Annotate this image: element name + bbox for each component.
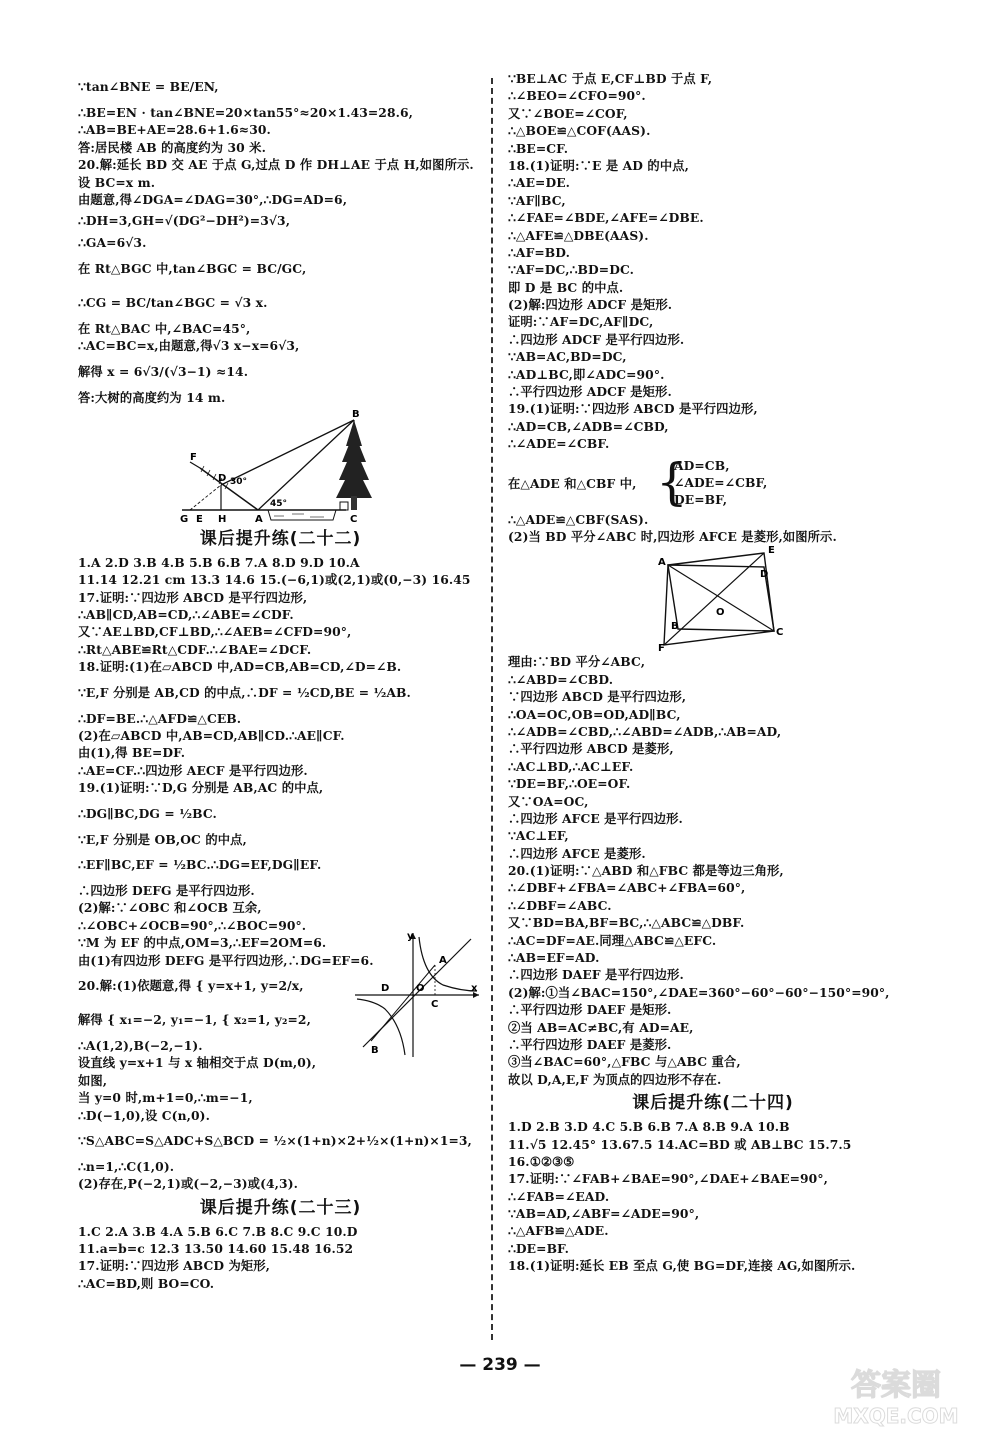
fig3-label: C xyxy=(776,627,784,639)
fig3-label: F xyxy=(658,643,665,654)
text-line: 18.(1)证明:延长 EB 至点 G,使 BG=DF,连接 AG,如图所示. xyxy=(508,1258,856,1274)
text-line: 11.√5 12.45° 13.67.5 14.AC=BD 或 AB⊥BC 15.7.5 xyxy=(508,1136,852,1152)
text-line: ∴平行四边形 DAEF 是矩形. xyxy=(508,1002,672,1018)
column-divider xyxy=(491,78,493,1340)
text-line: 理由:∵BD 平分∠ABC, xyxy=(508,654,646,670)
text-line: ③当∠BAC=60°,△FBC 与△ABC 重合, xyxy=(508,1054,741,1070)
text-line: 由(1)有四边形 DEFG 是平行四边形,∴DG=EF=6. xyxy=(78,952,374,968)
fig3-label: A xyxy=(658,557,666,569)
text-line: ∴四边形 DAEF 是平行四边形. xyxy=(508,967,684,983)
text-line: ∴AC=DF=AE.同理△ABC≌△EFC. xyxy=(508,932,717,948)
text-line: (2)解:∵∠OBC 和∠OCB 互余, xyxy=(78,900,262,916)
text-line: ∵AB=AC,BD=DC, xyxy=(508,349,627,365)
text-line: ∴∠ABD=∠CBD. xyxy=(508,671,614,687)
text-line: ∴Rt△ABE≌Rt△CDF.∴∠BAE=∠DCF. xyxy=(78,641,312,657)
fig2-label: C xyxy=(431,998,439,1010)
text-line: ∵AC⊥EF, xyxy=(508,828,569,844)
text-line: ②当 AB=AC≠BC,有 AD=AE, xyxy=(508,1019,694,1035)
rhombus-figure xyxy=(508,545,918,653)
watermark-logo xyxy=(806,1359,986,1429)
tree-diagram xyxy=(78,406,483,524)
fig1-label: C xyxy=(350,513,358,524)
text-line: 答:居民楼 AB 的高度约为 30 米. xyxy=(78,139,266,155)
text-line: ∴GA=6√3. xyxy=(78,235,147,251)
text-line: 又∵OA=OC, xyxy=(508,793,589,809)
section-title: 课后提升练(二十四) xyxy=(632,1093,794,1114)
fig1-label: H xyxy=(218,513,227,524)
text-line: 在 Rt△BAC 中,∠BAC=45°, xyxy=(78,320,251,336)
text-line: ∴△ADE≌△CBF(SAS). xyxy=(508,511,649,527)
text-line: ∴AB=EF=AD. xyxy=(508,950,600,966)
text-line: ∵AB=AD,∠ABF=∠ADE=90°, xyxy=(508,1206,700,1222)
text-line: ∴DF=BE.∴△AFD≌△CEB. xyxy=(78,710,242,726)
text-line: ∴EF∥BC,EF = ½BC.∴DG=EF,DG∥EF. xyxy=(78,856,322,872)
text-line: 又∵∠BOE=∠COF, xyxy=(508,105,628,121)
text-line: 20.解:延长 BD 交 AE 于点 G,过点 D 作 DH⊥AE 于点 H,如图所示. xyxy=(78,157,474,173)
text-line: 20.(1)证明:∵△ABD 和△FBC 都是等边三角形, xyxy=(508,863,784,879)
rhombus-diagram xyxy=(508,545,918,653)
text-line: ∴四边形 DEFG 是平行四边形. xyxy=(78,882,255,898)
section-title: 课后提升练(二十二) xyxy=(199,528,362,549)
function-graph xyxy=(353,929,483,1059)
text-line: 故以 D,A,E,F 为顶点的四边形不存在. xyxy=(508,1071,722,1087)
text-line: 答:大树的高度约为 14 m. xyxy=(78,389,226,405)
text-line: ∴AB=BE+AE=28.6+1.6≈30. xyxy=(78,122,271,138)
text-line: 又∵BD=BA,BF=BC,∴△ABC≌△DBF. xyxy=(508,915,745,931)
text-line: 1.C 2.A 3.B 4.A 5.B 6.C 7.B 8.C 9.C 10.D xyxy=(78,1223,358,1239)
text-line: ∴OA=OC,OB=OD,AD∥BC, xyxy=(508,706,681,722)
text-line: ∴∠ADE=∠CBF. xyxy=(508,436,610,452)
text-line: 17.证明:∵∠FAB+∠BAE=90°,∠DAE+∠BAE=90°, xyxy=(508,1171,828,1187)
brace-block xyxy=(508,452,918,511)
fig1-label: E xyxy=(196,513,203,524)
text-line: ∴△AFB≌△ADE. xyxy=(508,1223,609,1239)
brace-line: DE=BF, xyxy=(674,492,728,508)
text-line: ∵四边形 ABCD 是平行四边形, xyxy=(508,689,687,705)
fig3-label: E xyxy=(768,545,775,557)
fig3-label: B xyxy=(671,621,679,633)
text-line: 19.(1)证明:∵D,G 分别是 AB,AC 的中点, xyxy=(78,780,324,796)
text-line: ∴四边形 AFCE 是菱形. xyxy=(508,845,646,861)
text-line: 设 BC=x m. xyxy=(78,174,156,190)
text-line: ∵DE=BF,∴OE=OF. xyxy=(508,776,631,792)
text-line: ∴∠DBF+∠FBA=∠ABC+∠FBA=60°, xyxy=(508,880,746,896)
text-line: ∴n=1,∴C(1,0). xyxy=(78,1158,175,1174)
text-line: ∴△BOE≌△COF(AAS). xyxy=(508,123,651,139)
text-line: ∵AF∥BC, xyxy=(508,192,566,208)
text-line: 17.证明:∵四边形 ABCD 为矩形, xyxy=(78,1258,271,1274)
text-line: 19.(1)证明:∵四边形 ABCD 是平行四边形, xyxy=(508,401,758,417)
text-line: 1.A 2.D 3.B 4.B 5.B 6.B 7.A 8.D 9.D 10.A xyxy=(78,554,360,570)
text-line: 18.(1)证明:∵E 是 AD 的中点, xyxy=(508,157,690,173)
text-line: ∴AE=CF.∴四边形 AECF 是平行四边形. xyxy=(78,762,308,778)
text-line: ∴D(−1,0),设 C(n,0). xyxy=(78,1107,210,1123)
text-line: ∵M 为 EF 的中点,OM=3,∴EF=2OM=6. xyxy=(78,935,327,951)
fig1-label: D xyxy=(218,472,227,484)
text-line: 由(1),得 BE=DF. xyxy=(78,745,186,761)
text-line: ∵tan∠BNE = BE/EN, xyxy=(78,79,219,94)
fig1-label: F xyxy=(190,451,197,463)
fig1-label: 30° xyxy=(230,476,248,487)
text-line: ∴AF=BD. xyxy=(508,244,570,260)
fig1-label: 45° xyxy=(270,498,288,509)
text-line: ∴∠FAB=∠EAD. xyxy=(508,1188,610,1204)
brace-line: AD=CB, xyxy=(674,457,730,473)
watermark-text: 答案圈 xyxy=(851,1368,941,1403)
text-line: 解得 x = 6√3/(√3−1) ≈14. xyxy=(78,363,249,379)
text-line: 解得 { x₁=−2, y₁=−1, { x₂=1, y₂=2, xyxy=(78,1011,311,1027)
brace-lead: 在△ADE 和△CBF 中, xyxy=(508,475,637,491)
fig2-label: A xyxy=(439,954,447,966)
fig1-label: A xyxy=(255,513,263,524)
brace-line: ∠ADE=∠CBF, xyxy=(674,474,768,490)
text-line: ∴四边形 AFCE 是平行四边形. xyxy=(508,810,683,826)
text-line: ∴AB∥CD,AB=CD,∴∠ABE=∠CDF. xyxy=(78,607,294,623)
page-number: — 239 — xyxy=(459,1355,541,1375)
text-line: ∴△AFE≌△DBE(AAS). xyxy=(508,227,649,243)
text-line: ∴AE=DE. xyxy=(508,175,571,191)
text-line: ∴∠ADB=∠CBD,∴∠ABD=∠ADB,∴AB=AD, xyxy=(508,723,782,739)
text-line: ∴平行四边形 DAEF 是菱形. xyxy=(508,1036,672,1052)
text-line: ∴平行四边形 ADCF 是矩形. xyxy=(508,384,672,400)
text-line: ∴BE=CF. xyxy=(508,140,569,156)
fig2-label: D xyxy=(381,982,390,994)
text-line: 证明:∵AF=DC,AF∥DC, xyxy=(508,314,654,330)
fig3-label: D xyxy=(760,569,769,581)
fig2-label: y xyxy=(407,930,414,942)
text-line: ∴∠OBC+∠OCB=90°,∴∠BOC=90°. xyxy=(78,917,307,933)
brace-icon: { xyxy=(656,452,688,511)
text-line: 18.证明:(1)在▱ABCD 中,AD=CB,AB=CD,∠D=∠B. xyxy=(78,659,402,675)
text-line: ∴CG = BC/tan∠BGC = √3 x. xyxy=(78,294,268,310)
text-line: ∴DE=BF. xyxy=(508,1240,570,1256)
text-line: ∵E,F 分别是 OB,OC 的中点, xyxy=(78,831,247,847)
text-line: (2)解:①当∠BAC=150°,∠DAE=360°−60°−60°−150°=90°, xyxy=(508,984,890,1000)
right-column xyxy=(508,70,918,1275)
fig1-label: G xyxy=(180,513,189,524)
text-line: ∴AC=BC=x,由题意,得√3 x−x=6√3, xyxy=(78,338,300,354)
text-line: 11.a=b=c 12.3 13.50 14.60 15.48 16.52 xyxy=(78,1241,354,1257)
text-line: ∵BE⊥AC 于点 E,CF⊥BD 于点 F, xyxy=(508,71,713,86)
text-line: 11.14 12.21 cm 13.3 14.6 15.(−6,1)或(2,1)或(0,−3) 16.45 xyxy=(78,572,471,588)
text-line: 如图, xyxy=(78,1072,108,1088)
text-line: ∵AF=DC,∴BD=DC. xyxy=(508,262,635,278)
text-line: 16.①②③⑤ xyxy=(508,1153,575,1169)
text-line: 在 Rt△BGC 中,tan∠BGC = BC/GC, xyxy=(78,260,307,276)
text-line: ∴四边形 ADCF 是平行四边形. xyxy=(508,331,685,347)
text-line: 由题意,得∠DGA=∠DAG=30°,∴DG=AD=6, xyxy=(78,191,348,207)
tree-figure xyxy=(78,406,483,524)
fig2-label: B xyxy=(371,1044,379,1056)
text-line: 设直线 y=x+1 与 x 轴相交于点 D(m,0), xyxy=(78,1055,317,1071)
text-line: ∴AC=BD,则 BO=CO. xyxy=(78,1275,215,1291)
text-line: ∵E,F 分别是 AB,CD 的中点,∴DF = ½CD,BE = ½AB. xyxy=(78,684,411,700)
text-line: 当 y=0 时,m+1=0,∴m=−1, xyxy=(78,1090,253,1106)
text-line: 17.证明:∵四边形 ABCD 是平行四边形, xyxy=(78,589,308,605)
text-line: 20.解:(1)依题意,得 { y=x+1, y=2/x, xyxy=(78,977,304,993)
text-line: (2)在▱ABCD 中,AB=CD,AB∥CD.∴AE∥CF. xyxy=(78,728,345,744)
text-line: ∴BE=EN · tan∠BNE=20×tan55°≈20×1.43=28.6, xyxy=(78,105,414,120)
text-line: (2)解:四边形 ADCF 是矩形. xyxy=(508,297,673,313)
fig3-label: O xyxy=(716,607,725,619)
text-line: ∵S△ABC=S△ADC+S△BCD = ½×(1+n)×2+½×(1+n)×1=3, xyxy=(78,1132,472,1148)
fig2-label: x xyxy=(471,982,478,994)
watermark-url: MXQE.COM xyxy=(833,1404,959,1428)
text-line: ∴∠FAE=∠BDE,∠AFE=∠DBE. xyxy=(508,210,704,226)
text-line: ∴AC⊥BD,∴AC⊥EF. xyxy=(508,758,634,774)
text-line: ∴∠DBF=∠ABC. xyxy=(508,897,612,913)
fig2-label: O xyxy=(416,982,425,994)
text-line: 即 D 是 BC 的中点. xyxy=(508,279,624,295)
text-line: ∴AD⊥BC,即∠ADC=90°. xyxy=(508,366,665,382)
text-line: ∴平行四边形 ABCD 是菱形, xyxy=(508,741,674,757)
fig1-label: B xyxy=(352,408,360,420)
text-line: 1.D 2.B 3.D 4.C 5.B 6.B 7.A 8.B 9.A 10.B xyxy=(508,1119,790,1135)
section-title: 课后提升练(二十三) xyxy=(199,1197,362,1218)
text-line: ∴∠BEO=∠CFO=90°. xyxy=(508,88,646,104)
left-column xyxy=(78,70,483,1292)
text-line: (2)当 BD 平分∠ABC 时,四边形 AFCE 是菱形,如图所示. xyxy=(508,528,837,544)
text-line: ∴DH=3,GH=√(DG²−DH²)=3√3, xyxy=(78,213,291,229)
text-line: 又∵AE⊥BD,CF⊥BD,∴∠AEB=∠CFD=90°, xyxy=(78,624,352,640)
text-line: ∴DG∥BC,DG = ½BC. xyxy=(78,805,217,821)
text-line: (2)存在,P(−2,1)或(−2,−3)或(4,3). xyxy=(78,1176,298,1192)
text-line: ∴A(1,2),B(−2,−1). xyxy=(78,1037,203,1053)
text-line: ∴AD=CB,∠ADB=∠CBD, xyxy=(508,418,669,434)
